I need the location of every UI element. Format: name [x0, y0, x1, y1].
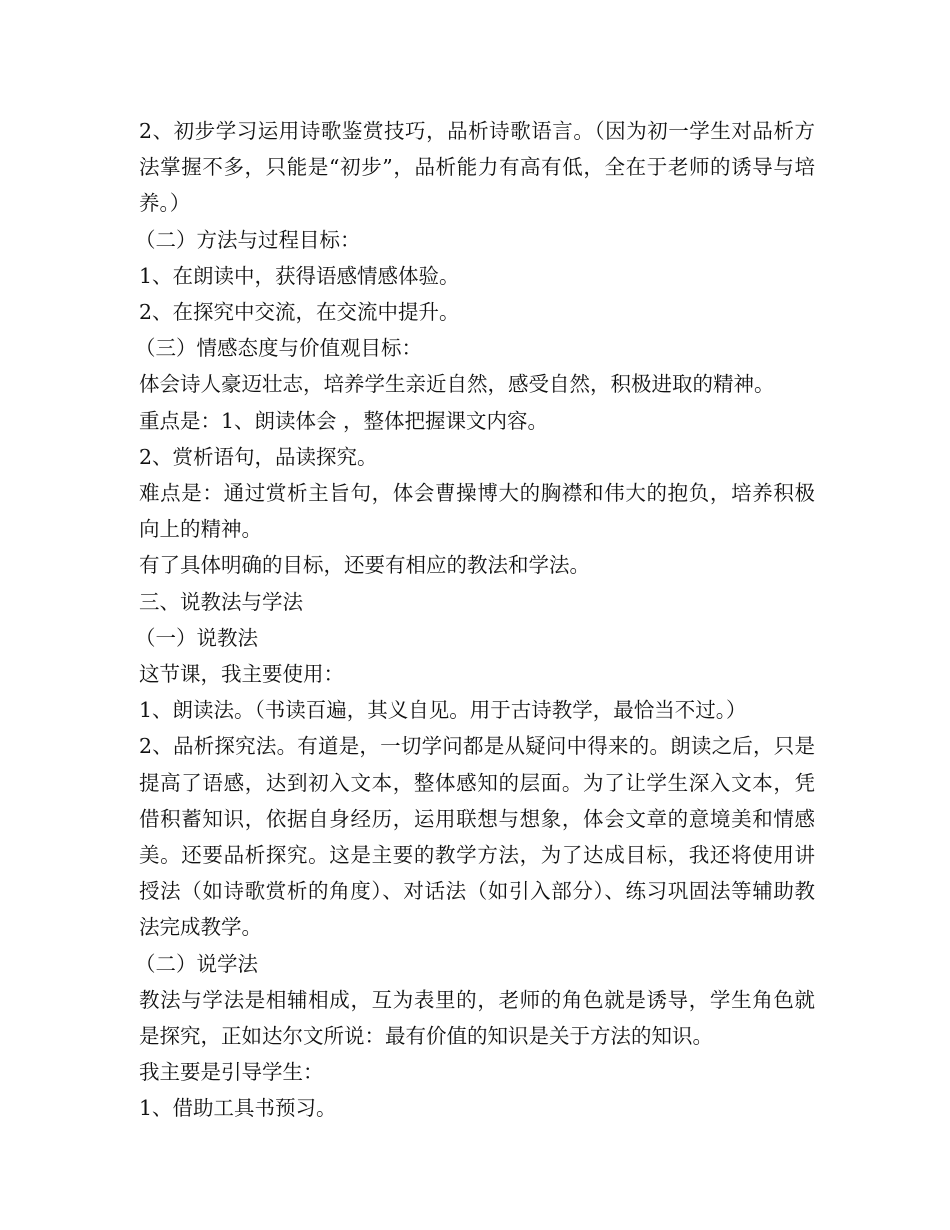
paragraph-emotion-goal: 体会诗人豪迈壮志，培养学生亲近自然，感受自然，积极进取的精神。: [139, 372, 775, 397]
paragraph-teaching-intro: 这节课，我主要使用：: [139, 662, 344, 687]
paragraph-difficulty: 难点是：通过赏析主旨句，体会曹操博大的胸襟和伟大的抱负，培养积极向上的精神。: [139, 481, 815, 542]
heading-method-process-goal: （二）方法与过程目标：: [135, 227, 361, 252]
paragraph-teaching-method-1: 1、朗读法。（书读百遍，其义自见。用于古诗教学，最恰当不过。）: [139, 698, 747, 723]
heading-learning-method: （二）说学法: [135, 951, 258, 976]
paragraph-teaching-method-2: 2、品析探究法。有道是，一切学问都是从疑问中得来的。朗读之后，只是提高了语感，达到初入文本，整体感知的层面。为了让学生深入文本，凭借积蓄知识，依据自身经历，运用联想与想象，体会文章的意境美和情感美。还要品析探究。这是主要的教学方法，为了达成目标，我还将使用讲授法（如诗歌赏析的角度）、对话法（如引入部分）、练习巩固法等辅助教法完成教学。: [139, 734, 815, 940]
paragraph-guide-students: 我主要是引导学生：: [139, 1060, 324, 1085]
document-body: [135, 113, 815, 1127]
paragraph-method-2: 2、在探究中交流，在交流中提升。: [139, 300, 460, 325]
heading-section-3: 三、说教法与学法: [139, 589, 303, 614]
paragraph-learning-intro: 教法与学法是相辅相成，互为表里的，老师的角色就是诱导，学生角色就是探究，正如达尔文所说：最有价值的知识是关于方法的知识。: [139, 987, 815, 1049]
paragraph-learning-method-1: 1、借助工具书预习。: [139, 1096, 337, 1121]
paragraph-key-point-1: 重点是：1、朗读体会 ，整体把握课文内容。: [139, 408, 549, 433]
paragraph-objective-2: 2、初步学习运用诗歌鉴赏技巧，品析诗歌语言。（因为初一学生对品析方法掌握不多，只能是“初步”，品析能力有高有低，全在于老师的诱导与培养。）: [139, 119, 815, 216]
paragraph-method-1: 1、在朗读中，获得语感情感体验。: [139, 263, 460, 288]
paragraph-transition: 有了具体明确的目标，还要有相应的教法和学法。: [139, 553, 590, 578]
paragraph-key-point-2: 2、赏析语句，品读探究。: [139, 444, 378, 469]
heading-emotion-value-goal: （三）情感态度与价值观目标：: [135, 336, 422, 361]
heading-teaching-method: （一）说教法: [135, 625, 258, 650]
